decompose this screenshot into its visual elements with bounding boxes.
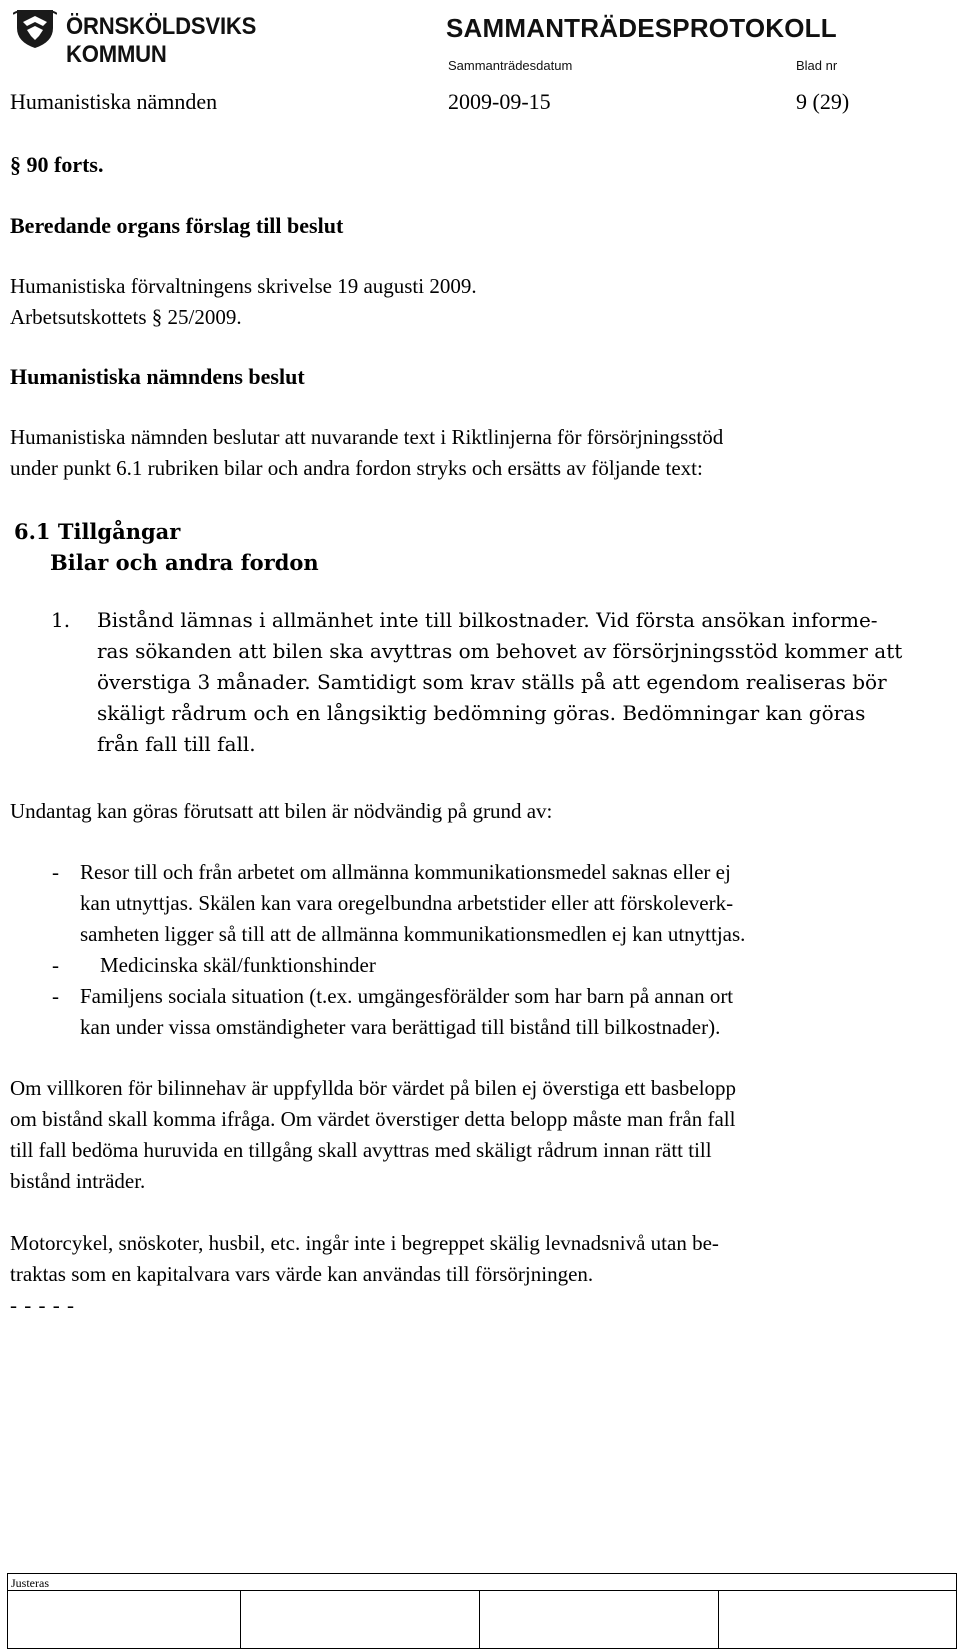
exception-line: kan under vissa omständigheter vara berättigad till bistånd till bilkostnader). — [80, 1015, 721, 1039]
paragraph-line: traktas som en kapitalvara vars värde kan användas till försörjningen. — [10, 1262, 594, 1286]
paragraph-line: Motorcykel, snöskoter, husbil, etc. ingår inte i begreppet skälig levnadsnivå utan be- — [10, 1231, 719, 1255]
proposal-line: Humanistiska förvaltningens skrivelse 19 augusti 2009. — [10, 274, 477, 298]
new-text-line: Bistånd lämnas i allmänhet inte till bilkostnader. Vid första ansökan informe- — [97, 608, 878, 632]
paragraph-line: bistånd inträder. — [10, 1169, 146, 1193]
decision-line: Humanistiska nämnden beslutar att nuvarande text i Riktlinjerna för försörjningsstöd — [10, 425, 724, 449]
paragraph-line: Om villkoren för bilinnehav är uppfyllda bör värdet på bilen ej överstiga ett basbelopp — [10, 1076, 737, 1100]
coat-of-arms-icon — [13, 6, 57, 50]
page-number-label: Blad nr — [796, 58, 838, 73]
exception-line: Medicinska skäl/funktionshinder — [100, 953, 376, 977]
exception-line: kan utnyttjas. Skälen kan vara oregelbundna arbetstider eller att förskoleverk- — [80, 891, 734, 915]
document-title: SAMMANTRÄDESPROTOKOLL — [446, 13, 837, 43]
end-mark: - - - - - — [10, 1293, 75, 1317]
meeting-date: 2009-09-15 — [448, 89, 551, 114]
signature-table — [7, 1573, 957, 1649]
proposal-heading: Beredande organs förslag till beslut — [10, 213, 344, 238]
list-dash: - — [52, 860, 59, 884]
signature-label: Justeras — [11, 1576, 49, 1590]
committee-name: Humanistiska nämnden — [10, 89, 218, 114]
table-divider — [479, 1590, 480, 1648]
logo-text: ÖRNSKÖLDSVIKS KOMMUN — [66, 13, 257, 68]
exception-line: samheten ligger så till att de allmänna kommunikationsmedlen ej kan utnyttjas. — [80, 922, 746, 946]
table-divider — [718, 1590, 719, 1648]
page-number: 9 (29) — [796, 89, 850, 114]
new-text-line: överstiga 3 månader. Samtidigt som krav ställs på att egendom realiseras bör — [97, 670, 887, 694]
new-text-line: ras sökanden att bilen ska avyttras om behovet av försörjningsstöd kommer att — [97, 639, 903, 663]
paragraph-line: till fall bedöma huruvida en tillgång skall avyttras med skäligt rådrum innan rätt till — [10, 1138, 712, 1162]
meeting-date-label: Sammanträdesdatum — [448, 58, 573, 73]
new-text-line: från fall till fall. — [97, 732, 256, 756]
municipality-logo — [13, 6, 313, 68]
decision-line: under punkt 6.1 rubriken bilar och andra fordon stryks och ersätts av följande text: — [10, 456, 703, 480]
exception-line: Familjens sociala situation (t.ex. umgängesförälder som har barn på annan ort — [80, 984, 734, 1008]
table-divider — [8, 1590, 956, 1591]
list-dash: - — [52, 953, 59, 977]
list-number: 1. — [51, 608, 71, 632]
new-text-subheading: Bilar och andra fordon — [50, 550, 319, 575]
exception-line: Resor till och från arbetet om allmänna kommunikationsmedel saknas eller ej — [80, 860, 731, 884]
decision-heading: Humanistiska nämndens beslut — [10, 364, 305, 389]
table-divider — [240, 1590, 241, 1648]
new-text-heading: 6.1 Tillgångar — [14, 519, 181, 544]
paragraph-line: om bistånd skall komma ifråga. Om värdet överstiger detta belopp måste man från fall — [10, 1107, 736, 1131]
proposal-line: Arbetsutskottets § 25/2009. — [10, 305, 242, 329]
exceptions-intro: Undantag kan göras förutsatt att bilen är nödvändig på grund av: — [10, 799, 553, 823]
section-heading: § 90 forts. — [10, 152, 104, 177]
list-dash: - — [52, 984, 59, 1008]
new-text-line: skäligt rådrum och en långsiktig bedömning göras. Bedömningar kan göras — [97, 701, 866, 725]
